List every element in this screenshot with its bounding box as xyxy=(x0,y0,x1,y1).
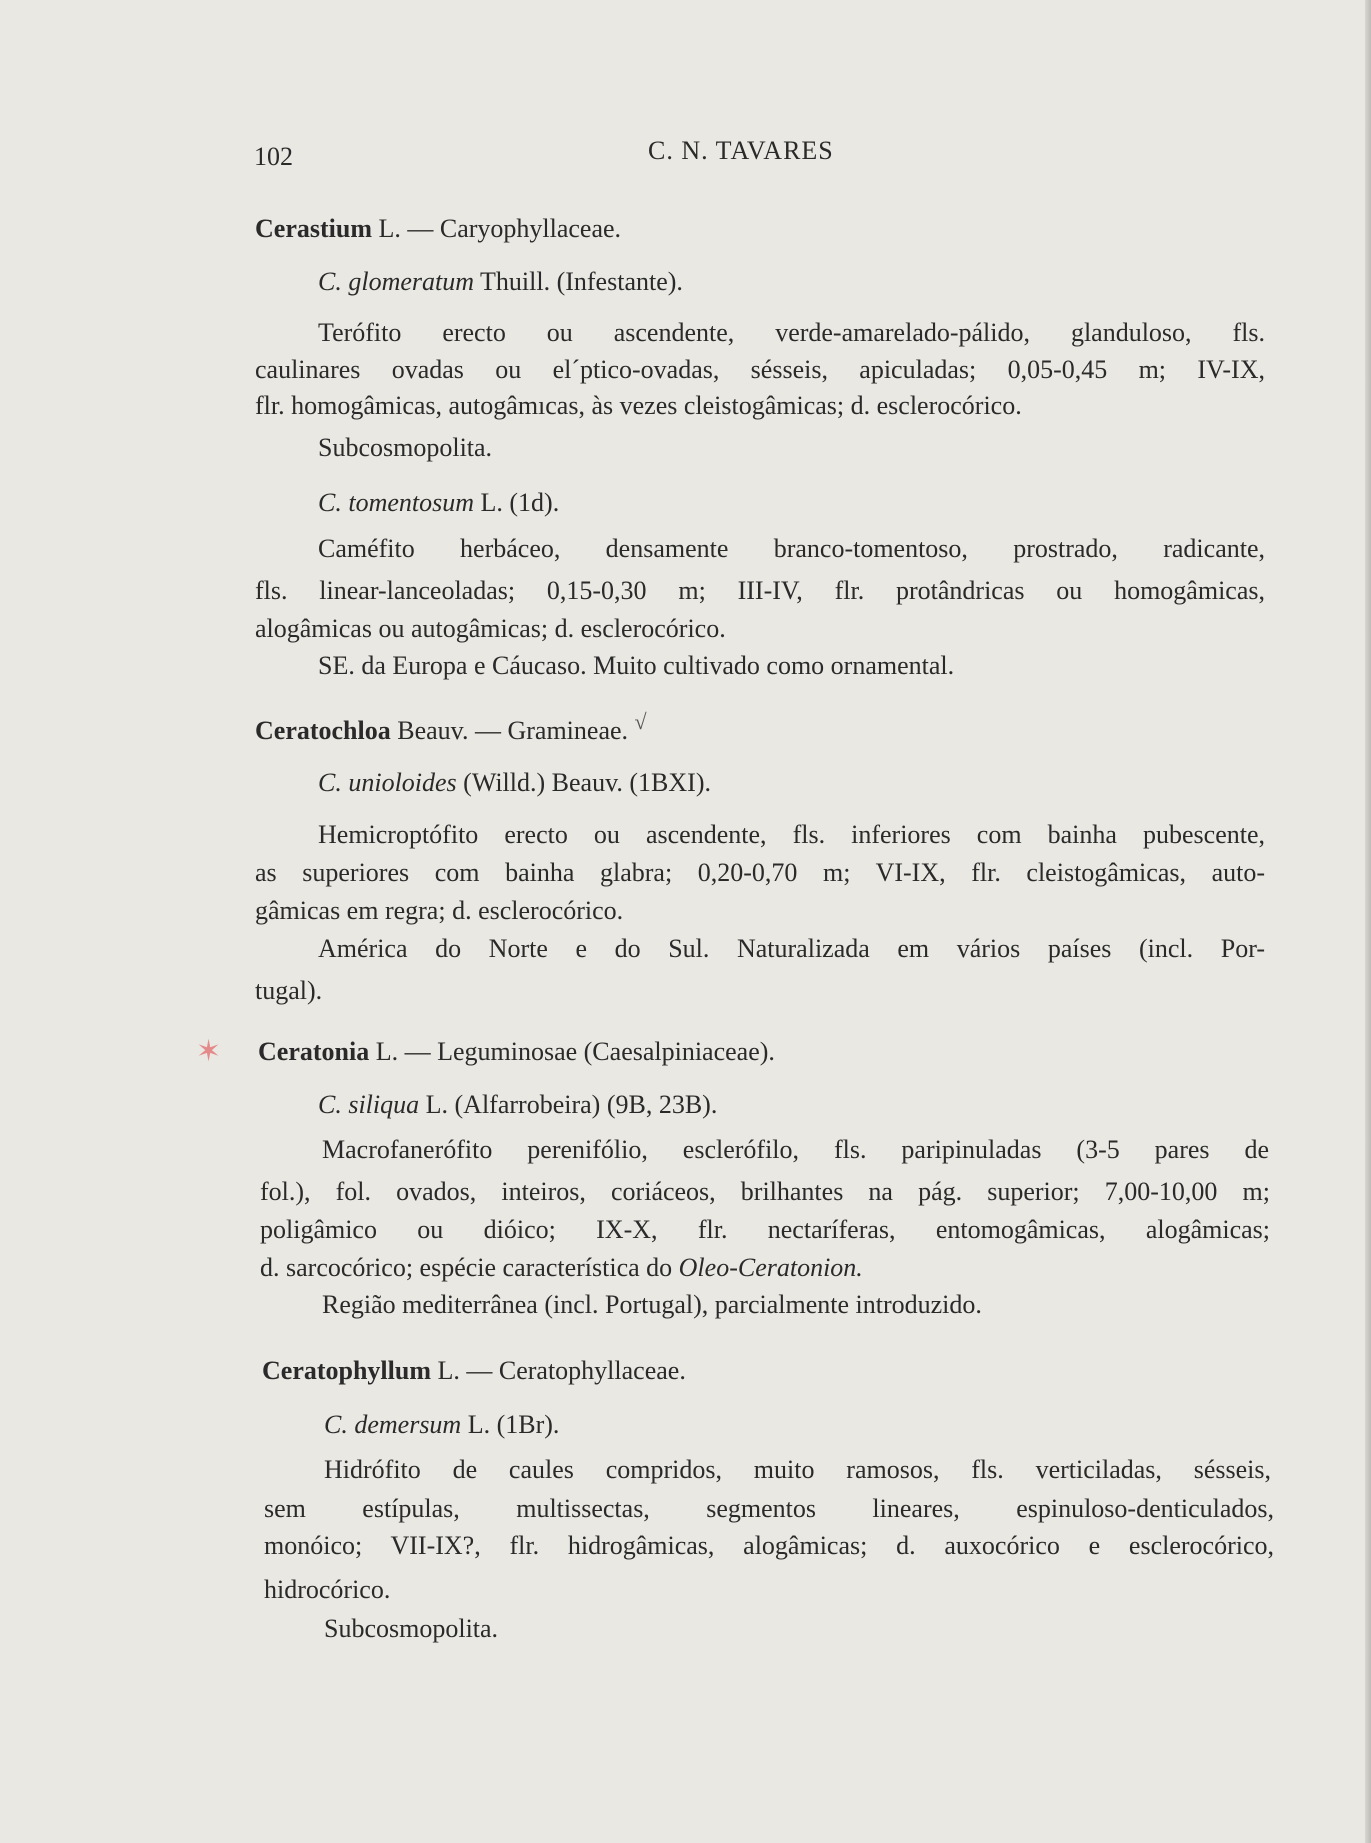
genus-family: L. — Caryophyllaceae. xyxy=(371,214,622,243)
description-line: fls. linear-lanceoladas; 0,15-0,30 m; III-IV, flr. protândricas ou homogâmicas, xyxy=(255,576,1265,605)
species-name: C. siliqua xyxy=(318,1090,420,1119)
description-line: caulinares ovadas ou el´ptico-ovadas, sésseis, apiculadas; 0,05-0,45 m; IV-IX, xyxy=(255,355,1265,384)
genus-family: L. — Leguminosae (Caesalpiniaceae). xyxy=(369,1037,775,1066)
page-number: 102 xyxy=(254,142,293,171)
running-title: C. N. TAVARES xyxy=(648,136,834,165)
genus-name: Ceratochloa xyxy=(255,716,391,745)
distribution-line: Subcosmopolita. xyxy=(324,1614,499,1643)
genus-heading xyxy=(258,1036,1268,1068)
description-line: Caméfito herbáceo, densamente branco-tomentoso, prostrado, radicante, xyxy=(318,534,1265,563)
asterisk-annotation: ✶ xyxy=(196,1035,222,1068)
description-line: monóico; VII-IX?, flr. hidrogâmicas, alogâmicas; d. auxocórico e esclerocórico, xyxy=(264,1531,1274,1560)
check-mark-annotation: √ xyxy=(634,709,647,734)
species-name: C. unioloides xyxy=(318,768,457,797)
description-line: sem estípulas, multissectas, segmentos lineares, espinuloso-denticulados, xyxy=(264,1494,1274,1523)
description-line: alogâmicas ou autogâmicas; d. esclerocórico. xyxy=(255,614,726,643)
distribution-line: Subcosmopolita. xyxy=(318,433,493,462)
genus-family: L. — Ceratophyllaceae. xyxy=(431,1356,686,1385)
description-line: Terófito erecto ou ascendente, verde-amarelado-pálido, glanduloso, fls. xyxy=(318,318,1265,347)
description-line: fol.), fol. ovados, inteiros, coriáceos, brilhantes na pág. superior; 7,00-10,00 m; xyxy=(260,1177,1270,1206)
genus-heading xyxy=(255,709,1265,748)
species-name: C. tomentosum xyxy=(318,488,474,517)
description-line: poligâmico ou dióico; IX-X, flr. nectaríferas, entomogâmicas, alogâmicas; xyxy=(260,1215,1270,1244)
species-name: C. glomeratum xyxy=(318,267,474,296)
species-author: Thuill. (Infestante). xyxy=(474,267,683,296)
species-heading xyxy=(324,1409,1271,1441)
description-line: hidrocórico. xyxy=(264,1575,391,1604)
description-line xyxy=(260,1252,1270,1284)
species-heading xyxy=(318,1089,1265,1121)
description-line: Hidrófito de caules compridos, muito ramosos, fls. verticiladas, sésseis, xyxy=(324,1455,1271,1484)
distribution-line: tugal). xyxy=(255,976,323,1005)
species-heading xyxy=(318,767,1265,799)
species-heading xyxy=(318,266,1265,298)
distribution-line: SE. da Europa e Cáucaso. Muito cultivado como ornamental. xyxy=(318,651,955,680)
species-author: L. (1d). xyxy=(474,488,560,517)
species-name: C. demersum xyxy=(324,1410,462,1439)
description-line: Macrofanerófito perenifólio, esclerófilo, fls. paripinuladas (3-5 pares de xyxy=(322,1135,1269,1164)
alliance-name: Oleo-Ceratonion. xyxy=(678,1253,863,1282)
distribution-line: América do Norte e do Sul. Naturalizada em vários países (incl. Por- xyxy=(318,934,1265,963)
species-heading xyxy=(318,487,1265,519)
description-line: flr. homogâmicas, autogâmıcas, às vezes cleistogâmicas; d. esclerocórico. xyxy=(255,391,1022,420)
page-edge xyxy=(1365,0,1371,1843)
species-author: L. (1Br). xyxy=(461,1410,560,1439)
genus-heading xyxy=(262,1355,1272,1387)
species-author: L. (Alfarrobeira) (9B, 23B). xyxy=(419,1090,718,1119)
genus-name: Cerastium xyxy=(255,214,372,243)
genus-heading xyxy=(255,213,1265,245)
description-line: as superiores com bainha glabra; 0,20-0,70 m; VI-IX, flr. cleistogâmicas, auto- xyxy=(255,858,1265,887)
species-author: (Willd.) Beauv. (1BXI). xyxy=(456,768,711,797)
distribution-line: Região mediterrânea (incl. Portugal), parcialmente introduzido. xyxy=(322,1290,982,1319)
description-line: Hemicroptófito erecto ou ascendente, fls. inferiores com bainha pubescente, xyxy=(318,820,1265,849)
genus-name: Ceratonia xyxy=(258,1037,370,1066)
genus-name: Ceratophyllum xyxy=(262,1356,431,1385)
description-text: d. sarcocórico; espécie característica do xyxy=(260,1253,679,1282)
genus-family: Beauv. — Gramineae. xyxy=(390,716,629,745)
description-line: gâmicas em regra; d. esclerocórico. xyxy=(255,896,624,925)
